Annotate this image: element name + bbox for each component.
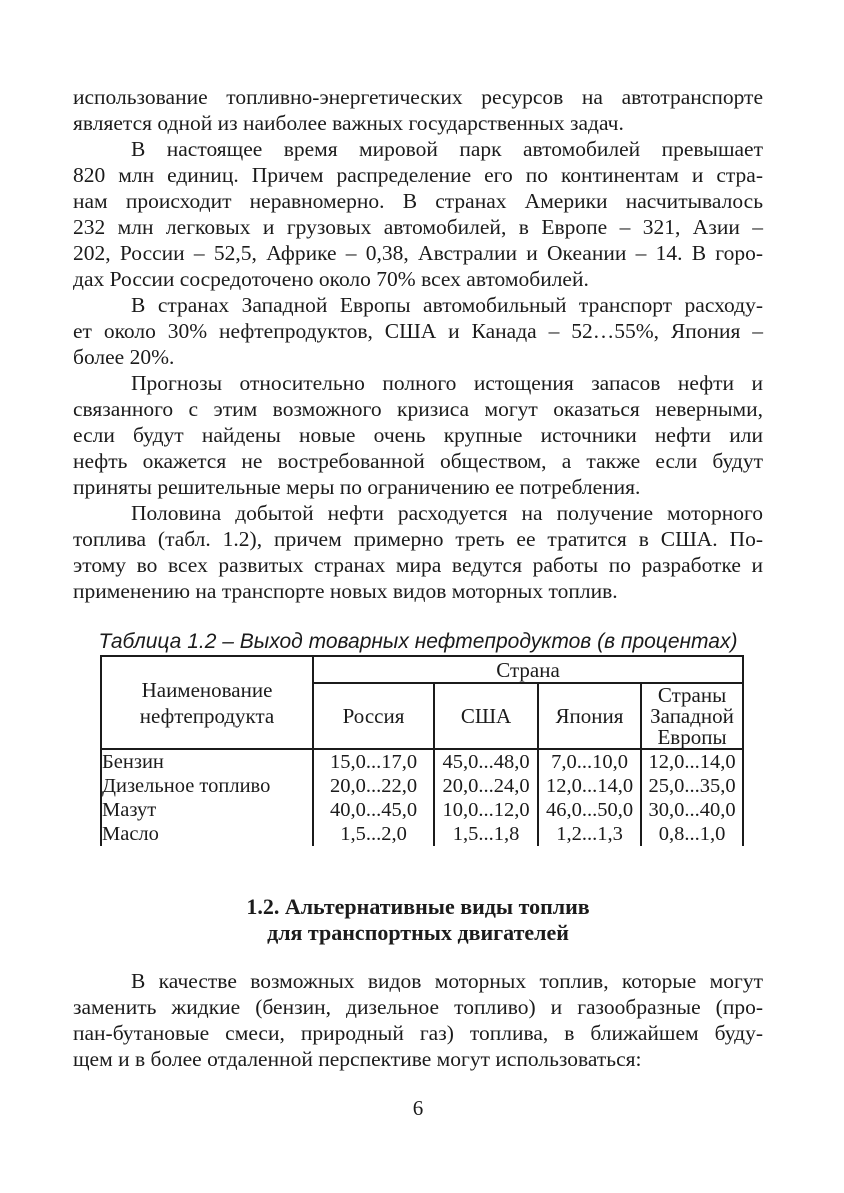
paragraph [73,370,763,500]
text-line: Половина добытой нефти расходуется на получение моторного [131,501,763,525]
product-name-cell: Бензин [101,749,313,774]
table-row [101,798,743,822]
table-header-country: Страны Западной Европы [641,683,743,749]
value-cell: 1,5...1,8 [434,822,538,846]
text-line: В настоящее время мировой парк автомобилей превышает [131,137,763,161]
table-row [101,774,743,798]
text-line: если будут найдены новые очень крупные источники нефти или [73,423,763,447]
text-line: этому во всех развитых странах мира ведутся работы по разработке и [73,553,763,577]
table-header-country: Япония [538,683,641,749]
page-number: 6 [412,1096,424,1120]
value-cell: 0,8...1,0 [641,822,743,846]
text-line: нефть окажется не востребованной обществом, а также если будут [73,449,763,473]
table-row [101,822,743,846]
text-line: является одной из наиболее важных государственных задач. [73,111,624,135]
text-line: 820 млн единиц. Причем распределение его по континентам и стра- [73,163,763,187]
text-line: щем и в более отдаленной перспективе могут использоваться: [73,1047,642,1071]
value-cell: 1,2...1,3 [538,822,641,846]
section-heading-line: 1.2. Альтернативные виды топлив [246,894,590,919]
text-line: дах России сосредоточено около 70% всех автомобилей. [73,267,589,291]
product-name-cell: Масло [101,822,313,846]
value-cell: 15,0...17,0 [313,749,434,774]
table-header-country: США [434,683,538,749]
text-line: В качестве возможных видов моторных топлив, которые могут [131,969,763,993]
table-caption: Таблица 1.2 – Выход товарных нефтепродуктов (в процентах) [98,630,738,653]
value-cell: 30,0...40,0 [641,798,743,822]
value-cell: 20,0...24,0 [434,774,538,798]
text-line: приняты решительные меры по ограничению ее потребления. [73,475,641,499]
product-name-cell: Дизельное топливо [101,774,313,798]
text-line: пан-бутановые смеси, природный газ) топлива, в ближайшем буду- [73,1021,763,1045]
product-name-cell: Мазут [101,798,313,822]
text-line: 232 млн легковых и грузовых автомобилей, в Европе – 321, Азии – [73,215,763,239]
text-line: нам происходит неравномерно. В странах Америки насчитывалось [73,189,763,213]
value-cell: 12,0...14,0 [641,749,743,774]
section-heading-line: для транспортных двигателей [267,920,569,945]
table-header-product: Наименование нефтепродукта [101,656,313,749]
table-header-country: Россия [313,683,434,749]
text-line: Прогнозы относительно полного истощения запасов нефти и [131,371,763,395]
table-header-country-group: Страна [313,656,743,683]
value-cell: 46,0...50,0 [538,798,641,822]
value-cell: 1,5...2,0 [313,822,434,846]
text-line: 202, России – 52,5, Африке – 0,38, Австралии и Океании – 14. В горо- [73,241,763,265]
table-row [101,749,743,774]
value-cell: 10,0...12,0 [434,798,538,822]
value-cell: 45,0...48,0 [434,749,538,774]
paragraph [73,500,763,604]
value-cell: 20,0...22,0 [313,774,434,798]
value-cell: 12,0...14,0 [538,774,641,798]
value-cell: 7,0...10,0 [538,749,641,774]
value-cell: 40,0...45,0 [313,798,434,822]
text-line: ет около 30% нефтепродуктов, США и Канада – 52…55%, Япония – [73,319,763,343]
text-line: В странах Западной Европы автомобильный транспорт расходу- [131,293,763,317]
text-line: связанного с этим возможного кризиса могут оказаться неверными, [73,397,763,421]
fuel-yield-table [100,655,744,846]
text-line: применению на транспорте новых видов моторных топлив. [73,579,618,603]
section-heading [73,894,763,946]
text-line: топлива (табл. 1.2), причем примерно треть ее тратится в США. По- [73,527,763,551]
paragraph [73,968,763,1072]
paragraph [73,84,763,136]
value-cell: 25,0...35,0 [641,774,743,798]
text-line: использование топливно-энергетических ресурсов на автотранспорте [73,85,763,109]
text-line: заменить жидкие (бензин, дизельное топливо) и газообразные (про- [73,995,763,1019]
paragraph [73,292,763,370]
text-line: более 20%. [73,345,175,369]
paragraph [73,136,763,292]
